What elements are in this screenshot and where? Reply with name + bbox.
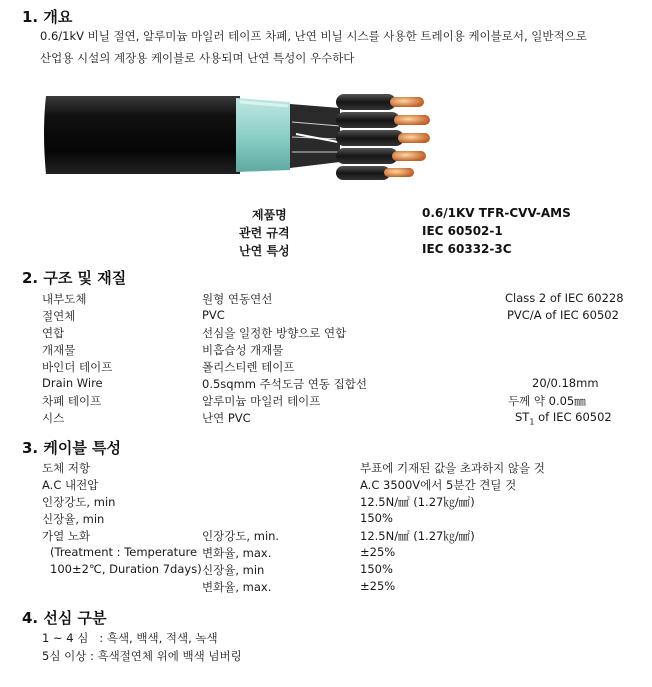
cable-cross-section-image — [40, 82, 435, 190]
section-3-title: 3. 케이블 특성 — [22, 439, 122, 457]
property-value: 150% — [360, 511, 393, 525]
property-item: (Treatment : Temperature — [50, 545, 198, 559]
structure-material: 선심을 일정한 방향으로 연합 — [202, 326, 347, 340]
standard-value: IEC 60502-1 — [422, 224, 503, 238]
property-item: A.C 내전압 — [42, 478, 99, 492]
structure-material: 원형 연동연선 — [202, 292, 273, 306]
property-value: A.C 3500V에서 5분간 견딜 것 — [360, 478, 517, 492]
structure-item: 바인더 테이프 — [42, 360, 113, 374]
property-item: 인장강도, min — [42, 495, 116, 509]
structure-item: 시스 — [42, 411, 65, 425]
structure-item: 개재물 — [42, 343, 76, 357]
structure-item: 차폐 테이프 — [42, 394, 102, 408]
structure-material: PVC — [202, 308, 225, 322]
property-item: 신장율, min — [42, 512, 105, 526]
structure-item: Drain Wire — [42, 376, 103, 390]
overview-line-2: 산업용 시설의 계장용 케이블로 사용되며 난연 특성이 우수하다 — [40, 51, 355, 65]
structure-item: 절연체 — [42, 309, 76, 323]
core-color-line-1: 1 ~ 4 심 : 흑색, 백색, 적색, 녹색 — [42, 631, 218, 645]
flame-value: IEC 60332-3C — [422, 242, 512, 256]
property-subitem: 변화율, max. — [202, 546, 272, 560]
property-subitem: 신장율, min — [202, 563, 265, 577]
property-item: 100±2℃, Duration 7days) — [50, 562, 202, 576]
structure-spec: 20/0.18mm — [532, 376, 599, 390]
property-item: 가열 노화 — [42, 529, 91, 543]
property-value: ±25% — [360, 579, 396, 593]
property-value: 150% — [360, 562, 393, 576]
structure-spec: Class 2 of IEC 60228 — [505, 291, 624, 305]
structure-material: 난연 PVC — [202, 411, 251, 425]
product-name-label: 제품명 — [252, 208, 287, 222]
property-value: 부표에 기재된 값을 초과하지 않을 것 — [360, 461, 545, 475]
property-subitem: 인장강도, min. — [202, 529, 280, 543]
property-subitem: 변화율, max. — [202, 580, 272, 594]
standard-label: 관련 규격 — [239, 226, 290, 240]
property-value: 12.5N/㎟ (1.27㎏/㎟) — [360, 529, 475, 543]
structure-spec: 두께 약 0.05㎜ — [508, 394, 586, 408]
flame-label: 난연 특성 — [239, 244, 290, 258]
structure-item: 연합 — [42, 326, 65, 340]
structure-item: 내부도체 — [42, 292, 87, 306]
property-value: ±25% — [360, 545, 396, 559]
section-1-title: 1. 개요 — [22, 8, 73, 26]
property-value: 12.5N/㎟ (1.27㎏/㎟) — [360, 495, 475, 509]
product-name-value: 0.6/1KV TFR-CVV-AMS — [422, 206, 571, 220]
structure-spec: PVC/A of IEC 60502 — [507, 308, 619, 322]
overview-line-1: 0.6/1kV 비닐 절연, 알루미늄 마일러 테이프 차폐, 난연 비닐 시스를 사용한 트레이용 케이블로서, 일반적으로 — [40, 29, 587, 43]
property-item: 도체 저항 — [42, 461, 91, 475]
section-4-title: 4. 선심 구분 — [22, 609, 107, 627]
section-2-title: 2. 구조 및 재질 — [22, 269, 127, 287]
structure-material: 알루미늄 마일러 테이프 — [202, 394, 321, 408]
core-color-line-2: 5심 이상 : 흑색절연체 위에 백색 넘버링 — [42, 649, 242, 663]
structure-material: 0.5sqmm 주석도금 연동 집합선 — [202, 377, 367, 391]
structure-material: 폴리스티렌 테이프 — [202, 360, 295, 374]
structure-spec: $ST_1$ of IEC 60502 — [515, 410, 612, 427]
structure-material: 비흡습성 개재물 — [202, 343, 284, 357]
